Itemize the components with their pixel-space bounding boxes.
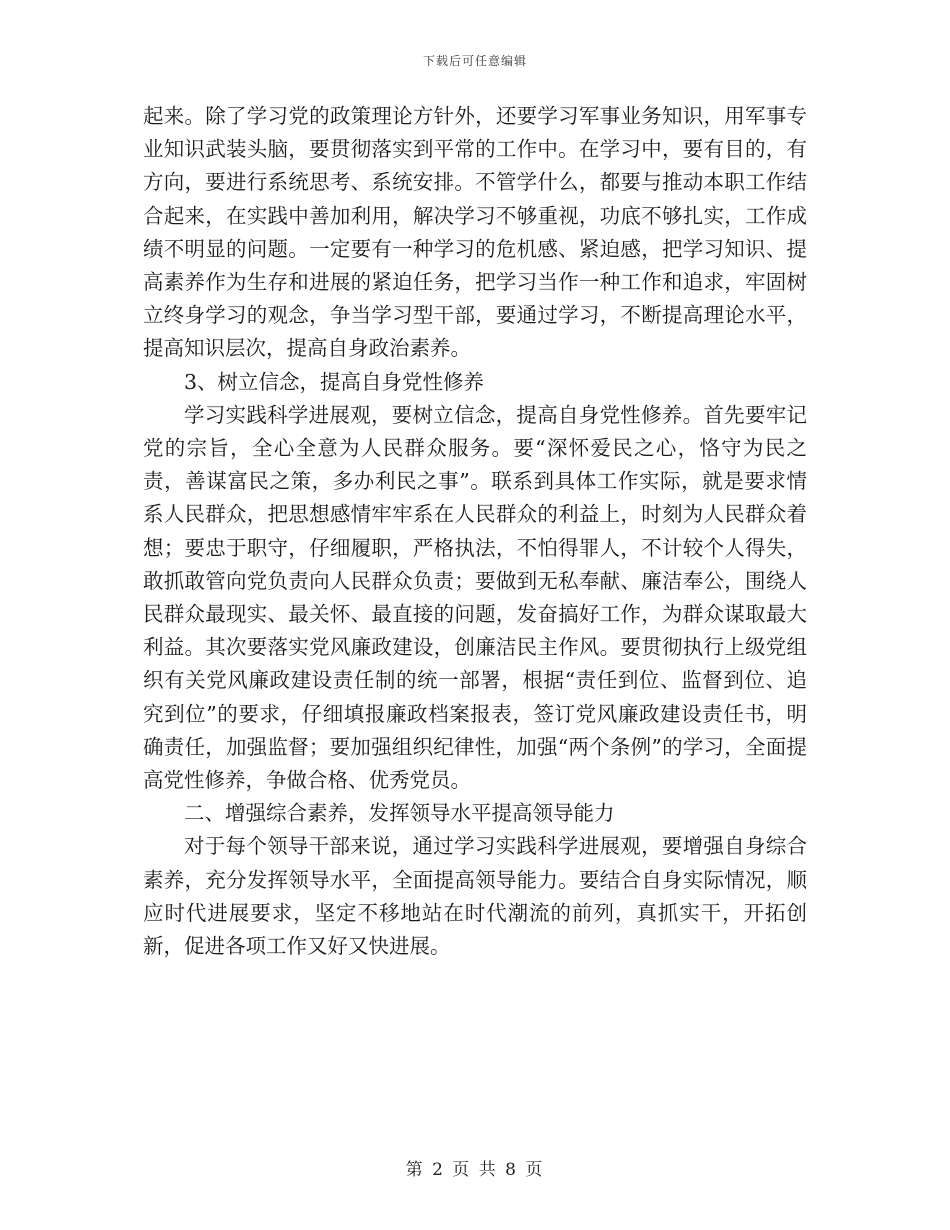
paragraph-party-spirit: 学习实践科学进展观，要树立信念，提高自身党性修养。首先要牢记党的宗旨，全心全意为人民群众服务。要“深怀爱民之心，恪守为民之责，善谋富民之策，多办利民之事”。联系到具体工作实际，就是要求情系人民群众，把思想感情牢牢系在人民群众的利益上，时刻为人民群众着想；要忠于职守，仔细履职，严格执法，不怕得罪人，不计较个人得失，敢抓敢管向党负责向人民群众负责；要做到无私奉献、廉洁奉公，围绕人民群众最现实、最关怀、最直接的问题，发奋搞好工作，为群众谋取最大利益。其次要落实党风廉政建设，创廉洁民主作风。要贯彻执行上级党组织有关党风廉政建设责任制的统一部署，根据“责任到位、监督到位、追究到位”的要求，仔细填报廉政档案报表，签订党风廉政建设责任书，明确责任，加强监督；要加强组织纪律性，加强“两个条例”的学习，全面提高党性修养，争做合格、优秀党员。 [143,402,807,793]
page-number: 第 2 页 共 8 页 [405,1160,545,1180]
paragraph-continuation: 起来。除了学习党的政策理论方针外，还要学习军事业务知识，用军事专业知识武装头脑，要贯彻落实到平常的工作中。在学习中，要有目的，有方向，要进行系统思考、系统安排。不管学什么，都要与推动本职工作结合起来，在实践中善加利用，解决学习不够重视，功底不够扎实，工作成绩不明显的问题。一定要有一种学习的危机感、紧迫感，把学习知识、提高素养作为生存和进展的紧迫任务，把学习当作一种工作和追求，牢固树立终身学习的观念，争当学习型干部，要通过学习，不断提高理论水平，提高知识层次，提高自身政治素养。 [143,104,807,361]
document-body [143,100,807,963]
section-heading-2: 二、增强综合素养，发挥领导水平提高领导能力 [184,801,615,826]
section-heading-3: 3、树立信念，提高自身党性修养 [184,369,485,394]
paragraph-leadership: 对于每个领导干部来说，通过学习实践科学进展观，要增强自身综合素养，充分发挥领导水平，全面提高领导能力。要结合自身实际情况，顺应时代进展要求，坚定不移地站在时代潮流的前列，真抓实干，开拓创新，促进各项工作又好又快进展。 [143,834,807,959]
page-header: 下载后可任意编辑 [422,54,527,68]
